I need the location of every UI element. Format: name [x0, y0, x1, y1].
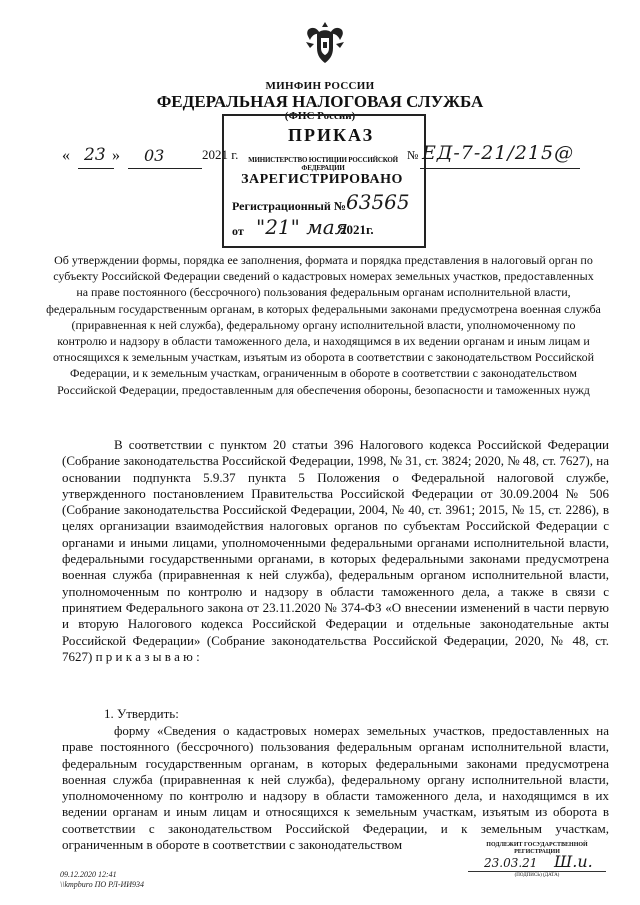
- clause-1-paragraph: форму «Сведения о кадастровых номерах земельных участков, предоставленных на праве постоянного (бессрочного) пользования федеральным органам исполнительной власти, федеральным государственным органам, в которых федеральными законами предусмотрена военная служба (приравненная к ней служба), федеральному органу исполнительной власти, уполномоченному по контролю и надзору в области таможенного дела, и находящимся в их ведении органам и иным лицам и относящихся к земельным участкам, изъятым из оборота в соответствии с законодательством Российской Федерации, и к земельным участкам, ограниченным в обороте в соответствии с законодательством: [62, 723, 609, 853]
- footer-timestamp: 09.12.2020 12:41: [60, 870, 117, 879]
- control-stamp-date: 23.03.21: [484, 856, 538, 870]
- service-name: ФЕДЕРАЛЬНАЯ НАЛОГОВАЯ СЛУЖБА: [156, 92, 484, 111]
- control-stamp-line1: ПОДЛЕЖИТ ГОСУДАРСТВЕННОЙ: [486, 842, 588, 848]
- stamp-ministry-name: МИНИСТЕРСТВО ЮСТИЦИИ РОССИЙСКОЙ ФЕДЕРАЦИИ: [248, 156, 398, 172]
- page-footer: [60, 870, 144, 890]
- day-underline: [78, 168, 114, 169]
- preamble-paragraph: В соответствии с пунктом 20 статьи 396 Налогового кодекса Российской Федерации (Собрание законодательства Российской Федерации, 1998, № 31, ст. 3824; 2020, № 48, ст. 7627), на основании подпункта 5.9.37 пункта 5 Положения о Федеральной налоговой службе, утвержденного постановлением Правительства Российской Федерации от 30.09.2004 № 506 (Собрание законодательства Российской Федерации, 2004, № 40, ст. 3961; 2015, № 15, ст. 2286), в целях организации взаимодействия налоговых органов по субъектам Российской Федерации с органами и иными лицами, уполномоченными федеральными органами исполнительной власти, федеральными государственными органами, в которых федеральными законами предусмотрена военная служба (приравненная к ней служба), федеральным органом исполнительной власти, уполномоченным по контролю и надзору в области таможенного дела, а также в связи с принятием Федерального закона от 23.11.2020 № 374-ФЗ «О внесении изменений в части первую и вторую Налогового кодекса Российской Федерации и отдельные законодательные акты Российской Федерации» (Собрание законодательства Российской Федерации, 2020, № 48, ст. 7627) п р и к а з ы в а ю :: [62, 437, 609, 664]
- number-sign: №: [407, 148, 419, 162]
- date-quote-open: «: [62, 147, 70, 164]
- control-stamp-line2: РЕГИСТРАЦИИ: [514, 849, 560, 855]
- order-year: 2021 г.: [202, 147, 239, 162]
- coat-of-arms-icon: [302, 18, 348, 68]
- order-date-number-line: [62, 142, 582, 170]
- stamp-title: ЗАРЕГИСТРИРОВАНО: [241, 172, 403, 187]
- control-stamp-caption: (ПОДПИСЬ) (ДАТА): [514, 873, 560, 878]
- order-day: 23: [84, 145, 106, 165]
- stamp-registration-label: Регистрационный №: [232, 199, 346, 213]
- document-type: ПРИКАЗ: [288, 125, 375, 145]
- document-title: Об утверждении формы, порядка ее заполнения, формата и порядка представления в налоговый орган по субъекту Российской Федерации сведений о кадастровых номерах земельных участков, предоставленных на праве постоянного (бессрочного) пользования федеральным органам исполнительной власти, федеральным государственным органам, в которых федеральными законами предусмотрена военная служба (приравненная к ней служба), федеральному органу исполнительной власти, уполномоченному по контролю и надзору в области таможенного дела, и находящимся в их ведении органам и иным лицам и относящихся к земельным участкам, изъятым из оборота в соответствии с законодательством Российской Федерации, и к земельным участкам, ограниченным в обороте в соответствии с законодательством Российской Федерации, предоставленным для обеспечения обороны, безопасности и таможенных нужд: [46, 253, 601, 397]
- order-month: 03: [144, 146, 165, 165]
- ministry-name: МИНФИН РОССИИ: [265, 80, 375, 92]
- month-underline: [128, 168, 202, 169]
- stamp-registration-number: 63565: [346, 190, 410, 214]
- order-number: ЕД-7-21/215@: [422, 142, 575, 164]
- stamp-registration-date: "21" мая: [256, 215, 348, 239]
- stamp-from-label: от: [232, 224, 244, 238]
- date-quote-close: »: [112, 147, 120, 164]
- footer-file-path: \\kmpburo ПО РЛ-ИИ934: [60, 880, 145, 889]
- control-stamp-signature: Ш.и.: [554, 852, 593, 871]
- number-underline: [420, 168, 580, 169]
- clause-1-heading: 1. Утвердить:: [104, 706, 179, 721]
- control-stamp: [462, 842, 612, 882]
- control-stamp-underline: [468, 871, 606, 872]
- service-abbreviation: (ФНС России): [284, 110, 356, 122]
- stamp-registration-year: 2021г.: [340, 222, 374, 237]
